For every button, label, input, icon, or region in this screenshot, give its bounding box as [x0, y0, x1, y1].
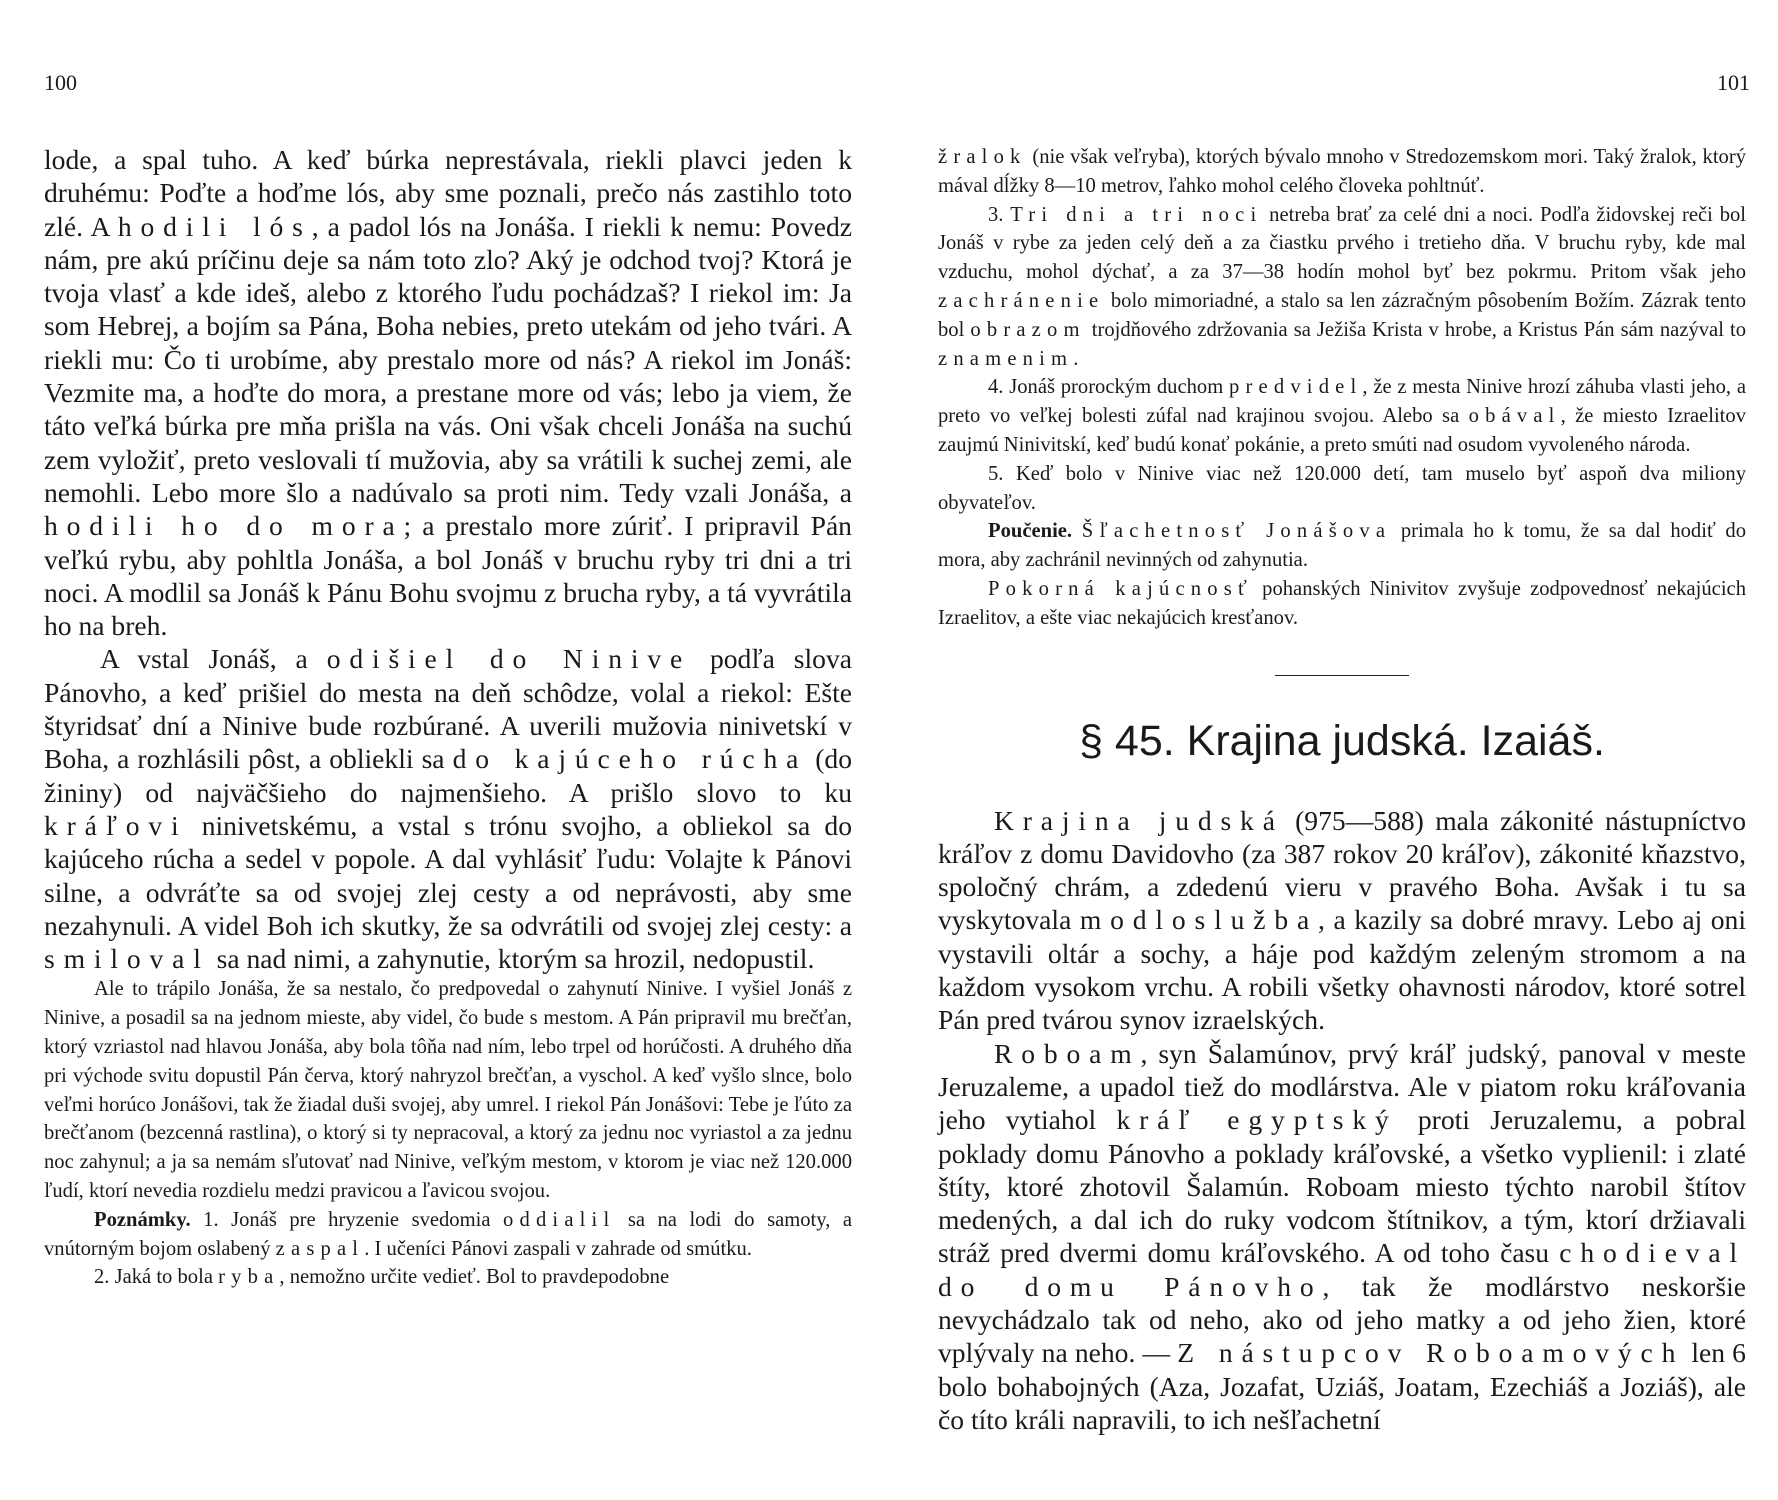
note-3: 3. Tri dni a tri noci netreba brať za celé dni a noci. Podľa židovskej reči bol Jonáš v rybe za jeden celý deň a za čiastku prvého i tretieho dňa. V bruchu ryby, kde mal vzduchu, mohol dýchať, a za 37—38 hodín mohol byť bez pokrmu. Pritom však jeho zachránenie bolo mimoriadné, a stalo sa len zázračným pôsobením Božím. Zázrak tento bol obrazom trojdňového zdržovania sa Ježiša Krista v hrobe, a Kristus Pán sám nazýval to znamenim.: [938, 203, 1747, 370]
note-1: Poznámky. 1. Jonáš pre hryzenie svedomia oddialil sa na lodi do samoty, a vnútorným bojom oslabený zaspal. I učeníci Pánovi zaspali v zahrade od smútku.: [44, 1208, 852, 1260]
left-page-text: [44, 143, 852, 1292]
paragraph-storm: lode, a spal tuho. A keď búrka neprestávala, riekli plavci jeden k druhému: Poďte a hoďme lós, aby sme poznali, prečo nás zastihlo toto zlé. A hodili lós, a padol lós na Jonáša. I riekli k nemu: Povedz nám, pre akú príčinu deje sa nám toto zlo? Aký je odchod tvoj? Ktorá je tvoja vlasť a kde ideš, alebo z ktorého ľudu pochádzaš? I riekol im: Ja som Hebrej, a bojím sa Pána, Boha nebies, preto utekám od jeho tvári. A riekli mu: Čo ti urobíme, aby prestalo more od nás? A riekol im Jonáš: Vezmite ma, a hoďte do mora, a prestane more od vás; lebo ja viem, že táto veľká búrka pre mňa prišla na vás. Oni však chceli Jonáša na suchú zem vyložiť, preto veslovali tí mužovia, aby sa vrátili k suchej zemi, ale nemohli. Lebo more šlo a nadúvalo sa proti nim. Tedy vzali Jonáša, a hodili ho do mora; a prestalo more zúriť. I pripravil Pán veľkú rybu, aby pohltla Jonáša, a bol Jonáš v bruchu ryby tri dni a tri noci. A modlil sa Jonáš k Pánu Bohu svojmu z brucha ryby, a tá vyvrátila ho na breh.: [44, 144, 852, 642]
paragraph-brectan: Ale to trápilo Jonáša, že sa nestalo, čo predpovedal o zahynutí Ninive. I vyšiel Jonáš z Ninive, a posadil sa na jednom mieste, aby videl, čo bude s mestom. A Pán pripravil mu brečťan, ktorý vzriastol nad hlavou Jonáša, aby bola tôňa nad ním, lebo trpel od horúčosti. A druhého dňa pri východe svitu dopustil Pán červa, ktorý nahryzol brečťan, a vyschol. A keď vyšlo slnce, bolo veľmi horúco Jonášovi, tak že žiadal duši svojej, aby umrel. I riekol Pán Jonášovi: Tebe je ľúto za brečťanom (bezcenná rastlina), o ktorý si ty nepracoval, a ktorý za jednu noc vyriastol a za jednu noc zahynul; a ja sa nemám sľutovať nad Ninive, veľkým mestom, v ktorom je viac než 120.000 ľudí, ktorí nevedia rozdielu medzi pravicou a ľavicou svojou.: [44, 978, 852, 1202]
note-5: 5. Keď bolo v Ninive viac než 120.000 detí, tam muselo byť aspoň dva miliony obyvateľov.: [938, 462, 1746, 514]
paragraph-judea: Krajina judská (975—588) mala zákonité nástupníctvo kráľov z domu Davidovho (za 387 rokov 20 kráľov), zákonité kňazstvo, spoločný chrám, a zdedenú vieru v pravého Boha. Avšak i tu sa vyskytovala modloslužba, a kazily sa dobré mravy. Lebo aj oni vystavili oltár a sochy, a háje pod každým zeleným stromom a na každom vysokom vrchu. A robili všetky ohavnosti národov, ktoré sotrel Pán pred tvárou synov izraelských.: [938, 804, 1747, 1036]
section-divider: [1275, 675, 1409, 676]
page-number-left: 100: [44, 70, 77, 95]
note-4: 4. Jonáš prorockým duchom predvidel, že z mesta Ninive hrozí záhuba vlasti jeho, a preto vo veľkej bolesti zúfal nad krajinou svojou. Alebo sa obával, že miesto Izraelitov zaujmú Ninivitskí, keď budú konať pokánie, a preto smúti nad osudom vyvoleného národa.: [938, 376, 1746, 456]
lesson: Poučenie. Šľachetnosť Jonášova primala ho k tomu, že sa dal hodiť do mora, aby zachránil nevinných od zahynutia.: [938, 520, 1746, 572]
paragraph-roboam: Roboam, syn Šalamúnov, prvý kráľ judský, panoval v meste Jeruzaleme, a upadol tiež do modlárstva. Ale v piatom roku kráľovania jeho vytiahol kráľ egyptský proti Jeruzalemu, a pobral poklady domu Pánovho a poklady kráľovské, a všetko vyplienil: i zlaté štíty, ktoré zhotovil Šalamún. Roboam miesto týchto narobil štítov medených, a dal ich do ruky vodcom štítnikov, a tým, ktorí držiavali stráž pred dvermi domu kráľovského. A od toho času chodieval do domu Pánovho, tak že modlárstvo neskoršie nevychádzalo tak od neho, ako od jeho matky a od jeho žien, ktoré vplývaly na neho. — Z nástupcov Roboamových len 6 bolo bohabojných (Aza, Jozafat, Uziáš, Joatam, Ezechiáš a Joziáš), ale čo títo králi napravili, to ich nešľachetní: [938, 1037, 1747, 1435]
right-page-text: [938, 143, 1746, 1436]
section-title: § 45. Krajina judská. Izaiáš.: [1079, 716, 1605, 765]
note-2-continued: žralok (nie však veľryba), ktorých bývalo mnoho v Stredozemskom mori. Taký žralok, ktorý mával dĺžky 8—10 metrov, ľahko mohol celého človeka pohltnúť.: [938, 146, 1746, 197]
note-2: 2. Jaká to bola ryba, nemožno určite vedieť. Bol to pravdepodobne: [94, 1266, 670, 1289]
lesson-2: Pokorná kajúcnosť pohanských Ninivitov zvyšuje zodpovednosť nekajúcich Izraelitov, a ešte viac nekajúcich kresťanov.: [938, 577, 1746, 629]
paragraph-ninive: A vstal Jonáš, a odišiel do Ninive podľa slova Pánovho, a keď prišiel do mesta na deň schôdze, volal a riekol: Ešte štyridsať dní a Ninive bude rozbúrané. A uverili mužovia ninivetskí v Boha, a rozhlásili pôst, a obliekli sa do kajúceho rúcha (do žininy) od najväčšieho do najmenšieho. A prišlo slovo to ku kráľovi ninivetskému, a vstal s trónu svojho, a obliekol sa do kajúceho rúcha a sedel v popole. A dal vyhlásiť ľudu: Volajte k Pánovi silne, a odvráťte sa od svojej zlej cesty a od neprávosti, aby sme nezahynuli. A videl Boh ich skutky, že sa odvrátili od svojej zlej cesty: a smiloval sa nad nimi, a zahynutie, ktorým sa hrozil, nedopustil.: [44, 643, 852, 975]
page-number-right: 101: [1717, 70, 1750, 95]
